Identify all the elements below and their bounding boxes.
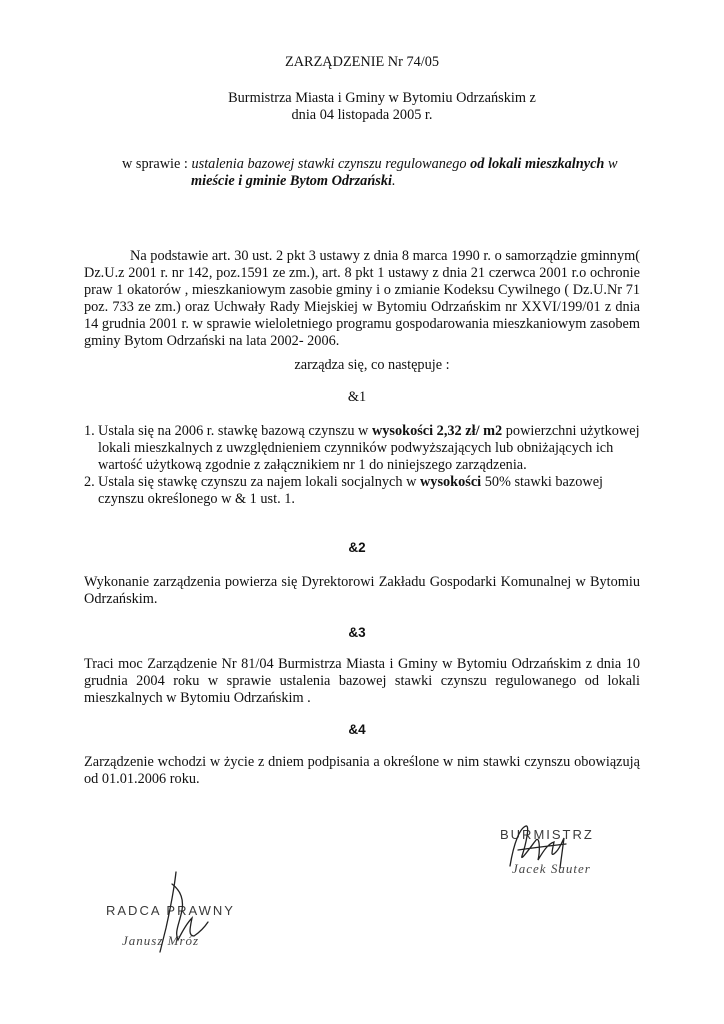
legal-counsel-stamp (104, 870, 244, 956)
subject (122, 156, 662, 190)
counsel-signature-icon (104, 870, 244, 956)
section-3-heading: &3 (348, 625, 366, 640)
item1-text-a: Ustala się na 2006 r. stawkę bazową czynszu w (98, 423, 372, 439)
item1-rate: wysokości 2,32 zł/ m2 (371, 423, 503, 439)
decree-line: zarządza się, co następuje : (294, 357, 450, 373)
item2-text-a: Ustala się stawkę czynszu za najem lokali socjalnych w (98, 474, 420, 490)
mayor-stamp-title: BURMISTRZ (500, 827, 594, 842)
issuer-line: Burmistrza Miasta i Gminy w Bytomiu Odrzańskim z (228, 90, 536, 106)
mayor-stamp-name: Jacek Sauter (512, 861, 591, 876)
section-2-text: Wykonanie zarządzenia powierza się Dyrektorowi Zakładu Gospodarki Komunalnej w Bytomiu Odrzańskim. (84, 574, 640, 607)
subject-bold-italic-1: od lokali mieszkalnych (470, 156, 605, 172)
issuer-date: dnia 04 listopada 2005 r. (291, 107, 433, 123)
item2-rate-label: wysokości (419, 474, 482, 490)
section-3-text: Traci moc Zarządzenie Nr 81/04 Burmistrza Miasta i Gminy w Bytomiu Odrzańskim z dnia 10 grudnia 2004 roku w sprawie ustalenia bazowej stawki czynszu regulowanego od lokali mieszkalnych w Bytomiu Odrzańskim . (84, 656, 640, 706)
subject-end: . (391, 173, 396, 189)
section-4-text: Zarządzenie wchodzi w życie z dniem podpisania a określone w nim stawki czynszu obowiązują od 01.01.2006 roku. (84, 754, 640, 787)
subject-lead: w sprawie : (122, 156, 192, 172)
subject-italic-1: ustalenia bazowej stawki czynszu regulowanego (191, 156, 471, 172)
counsel-stamp-title: RADCA PRAWNY (106, 903, 235, 918)
item2-text-c: 50% stawki bazowej czynszu określonego w & 1 ust. 1. (98, 474, 604, 507)
list-item-number: 2. (84, 474, 95, 490)
section-1-list (84, 423, 644, 508)
subject-bold-italic-2: mieście i gminie Bytom Odrzański (191, 173, 392, 189)
legal-basis-paragraph: Na podstawie art. 30 ust. 2 pkt 3 ustawy z dnia 8 marca 1990 r. o samorządzie gminnym( Dz.U.z 2001 r. nr 142, poz.1591 ze zm.), art. 8 pkt 1 ustawy z dnia 21 czerwca 2001 r.o ochronie praw 1 okatorów , mieszkaniowym zasobie gminy i o zmianie Kodeksu Cywilnego ( Dz.U.Nr 71 poz. 733 ze zm.) oraz Uchwały Rady Miejskiej w Bytomiu Odrzańskim nr XXVI/199/01 z dnia 14 grudnia 2001 r. w sprawie wieloletniego programu gospodarowania mieszkaniowym zasobem gminy Bytom Odrzański na lata 2002- 2006. (84, 248, 640, 349)
item1-text-c: powierzchni użytkowej lokali mieszkalnych z uwzględnieniem czynników podwyższających lub obniżających ich wartość użytkową zgodnie z załącznikiem nr 1 do niniejszego zarządzenia. (98, 423, 640, 473)
list-item (84, 423, 644, 474)
counsel-stamp-name: Janusz Mróz (122, 933, 200, 948)
list-item (84, 474, 644, 508)
list-item-number: 1. (84, 423, 95, 439)
document-title: ZARZĄDZENIE Nr 74/05 (284, 54, 440, 70)
section-4-heading: &4 (348, 722, 366, 737)
section-1-heading: &1 (347, 389, 367, 405)
section-2-heading: &2 (348, 540, 366, 555)
mayor-stamp (496, 822, 636, 892)
mayor-signature-icon (496, 822, 636, 892)
subject-italic-2: w (604, 156, 618, 172)
